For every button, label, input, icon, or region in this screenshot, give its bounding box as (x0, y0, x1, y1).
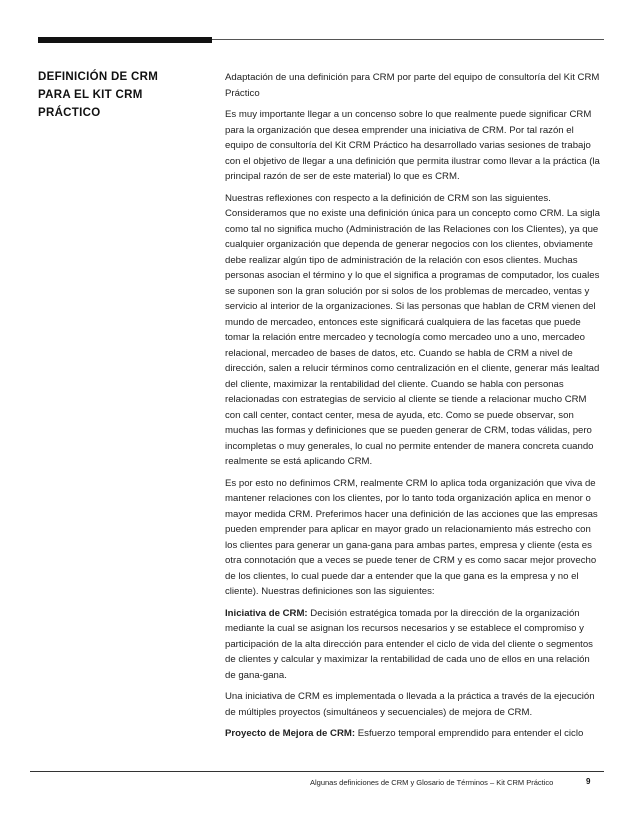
paragraph-reflections: Nuestras reflexiones con respecto a la definición de CRM son las siguientes. Consideramos que no existe una definición única para un concepto como CRM. La sigla como tal no significa mucho (Administración de las Relaciones con los Clientes), ya que cualquier organización que dependa de generar negocios con los clientes, obviamente debe realizar algún tipo de administración de la relación con esos clientes. Muchas personas asocian el término y lo que el significa a programas de computador, los cuales se suponen son la gran solución por si solos de los problemas de mercadeo, ventas y servicio al interior de la organizaciones. Si las personas que hablan de CRM vienen del mundo de mercadeo, entonces este significará cualquiera de las facetas que puede tomar la relación entre mercadeo y tecnología como mercadeo uno a uno, mercadeo relacional, mercadeo de bases de datos, etc. Cuando se habla de CRM a nivel de dirección, salen a relucir términos como centralización en el cliente, generar más lealtad del cliente, maximizar la rentabilidad del cliente. Cuando se habla con personas relacionadas con estrategias de servicio al cliente se tiende a relacionar mucho CRM con call center, contact center, mesa de ayuda, etc. Como se puede observar, son muchas las formas y definiciones que se pueden generar de CRM, todas válidas, pero incompletas o muy generales, lo cual no permite entender de manera concreta cuando realmente se está aplicando CRM. (225, 192, 600, 467)
definition-text: Esfuerzo temporal emprendido para entender el ciclo (355, 728, 584, 739)
definition-term: Proyecto de Mejora de CRM: (225, 728, 356, 739)
section-title: DEFINICIÓN DE CRM PARA EL KIT CRM PRÁCTICO (38, 71, 159, 119)
header-thin-rule (212, 39, 604, 40)
definition-iniciativa (225, 606, 603, 684)
definition-text: Decisión estratégica tomada por la dirección de la organización mediante la cual se asignan los recursos necesarios y se establece el compromiso y participación de la alta dirección para entender el ciclo de vida del cliente o segmentos de clientes y calcular y maximizar la rentabilidad de cada uno de ellos en una relación de gana-gana. (225, 607, 593, 681)
paragraph-implementation: Una iniciativa de CRM es implementada o llevada a la práctica a través de la ejecución de múltiples proyectos (simultáneos y secuenciales) de mejora de CRM. (225, 691, 595, 718)
header-thick-rule (38, 37, 212, 43)
page-number: 9 (586, 777, 591, 786)
definition-term: Iniciativa de CRM: (225, 607, 308, 619)
paragraph-definitions: Es por esto no definimos CRM, realmente CRM lo aplica toda organización que viva de mantener relaciones con los clientes, por lo tanto toda organización aplica en menor o mayor medida CRM. Preferimos hacer una definición de las acciones que las empresas pueden emprender para aplicar en mayor grado un relacionamiento más estrecho con los clientes para generar un gana-gana para ambas partes, empresa y cliente (esta es otra connotación que a veces se puede tener de CRM y es como sacar mejor provecho de los clientes, lo cual puede dar a entender que la que gana es la empresa y no el cliente). Nuestras definiciones son las siguientes: (225, 477, 598, 597)
definition-proyecto (225, 726, 603, 742)
paragraph-consensus: Es muy importante llegar a un concenso sobre lo que realmente puede significar CRM para la organización que desea emprender una iniciativa de CRM. Por tal razón el equipo de consultoría del Kit CRM Práctico ha desarrollado varias sesiones de trabajo con el objetivo de llegar a una definición que permita ilustrar como llevar a la práctica (la principal razón de ser de este material) lo que es CRM. (225, 109, 600, 182)
footer-text: Algunas definiciones de CRM y Glosario de Términos – Kit CRM Práctico (310, 778, 554, 787)
footer-rule (30, 771, 604, 772)
body-text (225, 70, 603, 748)
paragraph-intro: Adaptación de una definición para CRM por parte del equipo de consultoría del Kit CRM Práctico (225, 72, 600, 99)
